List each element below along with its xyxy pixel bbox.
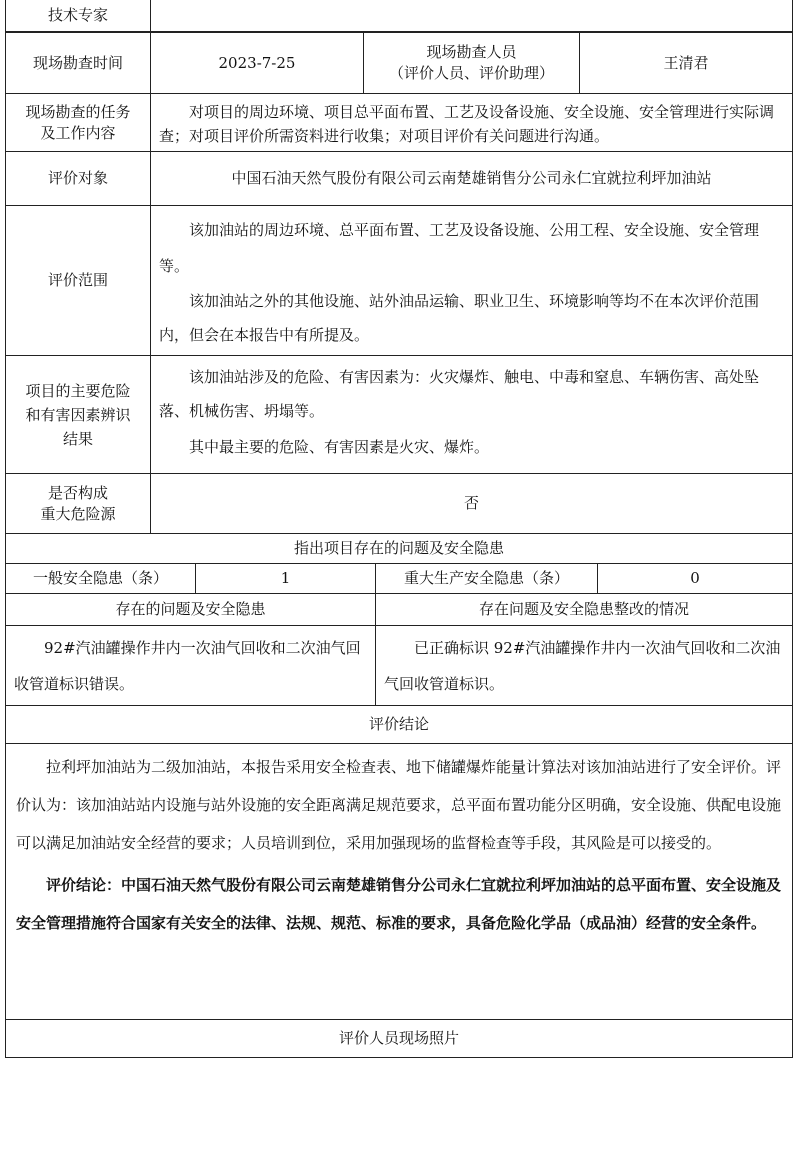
problem-cell <box>6 626 376 705</box>
problem-text: 92#汽油罐操作井内一次油气回收和二次油气回收管道标识错误。 <box>14 639 361 693</box>
tasks-label-line2: 及工作内容 <box>40 123 116 142</box>
major-hazard-label-line1: 是否构成 <box>47 483 108 502</box>
object-label: 评价对象 <box>6 152 151 205</box>
issues-col-right: 存在问题及安全隐患整改的情况 <box>478 600 689 618</box>
tasks-text: 对项目的周边环境、项目总平面布置、工艺及设备设施、安全设施、安全管理进行实际调查；对项目评价所需资料进行收集；对项目评价有关问题进行沟通。 <box>159 103 775 145</box>
major-hazard-label-line2: 重大危险源 <box>40 504 116 523</box>
scope-para-1: 该加油站的周边环境、总平面布置、工艺及设备设施、公用工程、安全设施、安全管理等。 <box>159 221 760 275</box>
survey-row <box>5 32 793 94</box>
major-hazard-count-label: 重大生产安全隐患（条） <box>376 564 598 593</box>
general-hazard-count: 1 <box>196 564 376 593</box>
conclusion-heading-row <box>5 706 793 744</box>
issues-content-row <box>5 626 793 706</box>
hazards-label-line1: 项目的主要危险 <box>25 381 131 400</box>
issues-heading: 指出项目存在的问题及安全隐患 <box>293 539 504 557</box>
conclusion-heading: 评价结论 <box>368 715 429 733</box>
tech-expert-value <box>151 0 792 31</box>
conclusion-content <box>6 744 792 1019</box>
scope-row <box>5 206 793 356</box>
hazards-row <box>5 356 793 474</box>
tasks-label <box>6 94 151 151</box>
tasks-content <box>151 94 792 151</box>
major-hazard-count: 0 <box>690 569 700 587</box>
hazards-para-2: 其中最主要的危险、有害因素是火灾、爆炸。 <box>189 438 490 456</box>
conclusion-para-1: 拉利坪加油站为二级加油站，本报告采用安全检查表、地下储罐爆炸能量计算法对该加油站进行了安全评价。评价认为：该加油站站内设施与站外设施的安全距离满足规范要求，总平面布置功能分区明确，安全设施、供配电设施可以满足加油站安全经营的要求；人员培训到位，采用加强现场的监督检查等手段，其风险是可以接受的。 <box>16 758 782 852</box>
object-row <box>5 152 793 206</box>
photos-heading: 评价人员现场照片 <box>338 1029 459 1047</box>
hazards-content <box>151 356 792 473</box>
tasks-label-line1: 现场勘查的任务 <box>25 102 131 121</box>
fix-cell <box>376 626 792 705</box>
conclusion-para-2: 评价结论：中国石油天然气股份有限公司云南楚雄销售分公司永仁宜就拉利坪加油站的总平面布置、安全设施及安全管理措施符合国家有关安全的法律、法规、规范、标准的要求，具备危险化学品（成品油）经营的安全条件。 <box>16 876 782 932</box>
survey-time-value: 2023-7-25 <box>151 33 364 93</box>
issues-col-left: 存在的问题及安全隐患 <box>6 594 376 625</box>
hazards-label-line3: 结果 <box>62 429 93 448</box>
photos-row <box>5 1020 793 1058</box>
major-hazard-row <box>5 474 793 534</box>
tech-expert-row <box>5 0 793 32</box>
general-hazard-label: 一般安全隐患（条） <box>6 564 196 593</box>
issues-count-row <box>5 564 793 594</box>
major-hazard-value: 否 <box>463 494 479 512</box>
survey-people-value: 王清君 <box>663 53 709 72</box>
survey-people-label <box>364 33 580 93</box>
major-hazard-label <box>6 474 151 533</box>
scope-content <box>151 206 792 355</box>
tasks-row <box>5 94 793 152</box>
hazards-label <box>6 356 151 473</box>
hazards-label-line2: 和有害因素辨识 <box>25 405 131 424</box>
scope-label: 评价范围 <box>6 206 151 355</box>
evaluation-form <box>5 0 793 1058</box>
object-value: 中国石油天然气股份有限公司云南楚雄销售分公司永仁宜就拉利坪加油站 <box>231 169 712 187</box>
hazards-para-1: 该加油站涉及的危险、有害因素为：火灾爆炸、触电、中毒和窒息、车辆伤害、高处坠落、机械伤害、坍塌等。 <box>159 368 760 420</box>
survey-people-label-line2: （评价人员、评价助理） <box>388 64 554 82</box>
tech-expert-label: 技术专家 <box>6 0 151 31</box>
survey-people-label-line1: 现场勘查人员 <box>426 43 517 61</box>
fix-text: 已正确标识 92#汽油罐操作井内一次油气回收和二次油气回收管道标识。 <box>384 639 781 693</box>
scope-para-2: 该加油站之外的其他设施、站外油品运输、职业卫生、环境影响等均不在本次评价范围内，但会在本报告中有所提及。 <box>159 292 760 344</box>
issues-columns-row <box>5 594 793 626</box>
conclusion-content-row <box>5 744 793 1020</box>
survey-time-label: 现场勘查时间 <box>6 33 151 93</box>
issues-heading-row <box>5 534 793 564</box>
